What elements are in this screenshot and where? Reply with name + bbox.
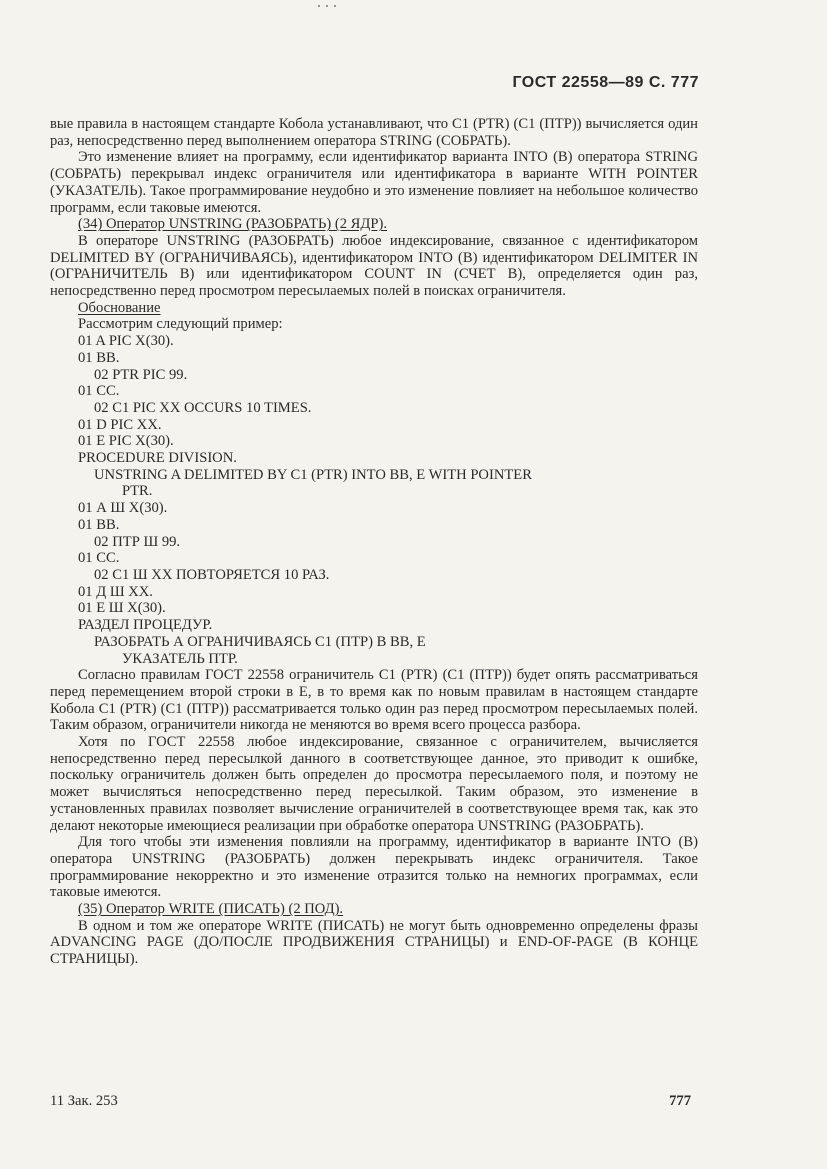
- code-line: 02 C1 PIC XX OCCURS 10 TIMES.: [94, 399, 312, 416]
- code-line: 01 А Ш Х(30).: [78, 500, 168, 517]
- code-line: 01 BB.: [78, 349, 120, 366]
- scan-speck: [318, 5, 320, 7]
- paragraph-write-rule: В одном и том же операторе WRITE (ПИСАТЬ) не могут быть одновременно определены фразы ADVANCING PAGE (ДО/ПОСЛЕ ПРОДВИЖЕНИЯ СТРАНИЦЫ) и END-OF-PAGE (В КОНЦЕ СТРАНИЦЫ).: [50, 917, 698, 968]
- code-line: 02 ПТР Ш 99.: [94, 533, 181, 550]
- code-line: 02 PTR PIC 99.: [94, 366, 188, 383]
- paragraph-program-impact: Для того чтобы эти изменения повлияли на программу, идентификатор в варианте INTO (В) оператора UNSTRING (РАЗОБРАТЬ) должен перекрывать индекс ограничителя. Такое программирование некорректно и это изменение отразится только на немногих программах, если таковые имеются.: [50, 834, 698, 901]
- page-content: [50, 116, 698, 968]
- code-line: 01 Д Ш ХХ.: [78, 583, 153, 600]
- code-line: 01 A PIC X(30).: [78, 333, 174, 350]
- code-line: 01 CC.: [78, 383, 120, 400]
- paragraph-indexing-error: Хотя по ГОСТ 22558 любое индексирование, связанное с ограничителем, вычисляется непосредственно перед пересылкой данного в соответствующее данное, это приводит к ошибке, поскольку ограничитель должен быть определен до просмотра пересылаемого поля, и поэтому не может вычисляться непосредственно перед пересылкой. Таким образом, это изменение в установленных правилах позволяет вычисление ограничителей в соответствующее время так, как это делают некоторые имеющиеся реализации при обработке оператора UNSTRING (РАЗОБРАТЬ).: [50, 734, 698, 834]
- scan-speck: [334, 5, 336, 7]
- code-line: РАЗОБРАТЬ А ОГРАНИЧИВАЯСЬ С1 (ПТР) В ВВ, Е: [94, 633, 426, 650]
- code-line: 01 ВВ.: [78, 516, 120, 533]
- code-line: 01 D PIC XX.: [78, 416, 162, 433]
- code-line: PROCEDURE DIVISION.: [78, 450, 237, 467]
- page-header: ГОСТ 22558—89 С. 777: [512, 74, 699, 91]
- print-order-note: 11 Зак. 253: [50, 1093, 118, 1109]
- paragraph-string-change: Это изменение влияет на программу, если идентификатор варианта INTO (В) оператора STRING (СОБРАТЬ) перекрывал индекс ограничителя или идентификатора в варианте WITH POINTER (УКАЗАТЕЛЬ). Такое программирование неудобно и это изменение повлияет на небольшое количество программ, если таковые имеются.: [50, 149, 698, 216]
- code-example-russian: [50, 500, 698, 667]
- scan-speck: [326, 5, 328, 7]
- code-line: 02 С1 Ш ХХ ПОВТОРЯЕТСЯ 10 РАЗ.: [94, 566, 330, 583]
- example-intro: Рассмотрим следующий пример:: [78, 316, 283, 333]
- code-example-english: [50, 333, 698, 500]
- code-line: PTR.: [122, 483, 153, 500]
- paragraph-unstring-rule: В операторе UNSTRING (РАЗОБРАТЬ) любое индексирование, связанное с идентификатором DELIMITED BY (ОГРАНИЧИВАЯСЬ), идентификатором INTO (В) идентификатором DELIMITER IN (ОГРАНИЧИТЕЛЬ В) или идентификатором COUNT IN (СЧЕТ В), определяется один раз, непосредственно перед просмотром пересылаемых полей в поисках ограничителя.: [50, 232, 698, 300]
- paragraph-gost-comparison: Согласно правилам ГОСТ 22558 ограничитель С1 (PTR) (С1 (ПТР)) будет опять рассматриваться перед перемещением второй строки в Е, в то время как по новым правилам в настоящем стандарте Кобола С1 (PTR) (С1 (ПТР)) рассматривается только один раз перед просмотром пересылаемых полей. Таким образом, ограничители никогда не меняются во время всего процесса разбора.: [50, 667, 698, 734]
- code-line: UNSTRING A DELIMITED BY C1 (PTR) INTO BB, E WITH POINTER: [94, 466, 532, 483]
- rationale-heading: Обоснование: [78, 299, 161, 316]
- code-line: РАЗДЕЛ ПРОЦЕДУР.: [78, 617, 213, 634]
- code-line: 01 E PIC X(30).: [78, 433, 174, 450]
- section-heading-35: (35) Оператор WRITE (ПИСАТЬ) (2 ПОД).: [78, 901, 344, 918]
- page-number: 777: [669, 1093, 691, 1109]
- code-line: УКАЗАТЕЛЬ ПТР.: [122, 650, 238, 667]
- paragraph-continuation: вые правила в настоящем стандарте Кобола устанавливают, что С1 (PTR) (С1 (ПТР)) вычисляется один раз, непосредственно перед выполнением оператора STRING (СОБРАТЬ).: [50, 116, 698, 149]
- section-heading-34: (34) Оператор UNSTRING (РАЗОБРАТЬ) (2 ЯДР).: [78, 216, 387, 233]
- code-line: 01 Е Ш Х(30).: [78, 600, 166, 617]
- code-line: 01 СС.: [78, 550, 120, 567]
